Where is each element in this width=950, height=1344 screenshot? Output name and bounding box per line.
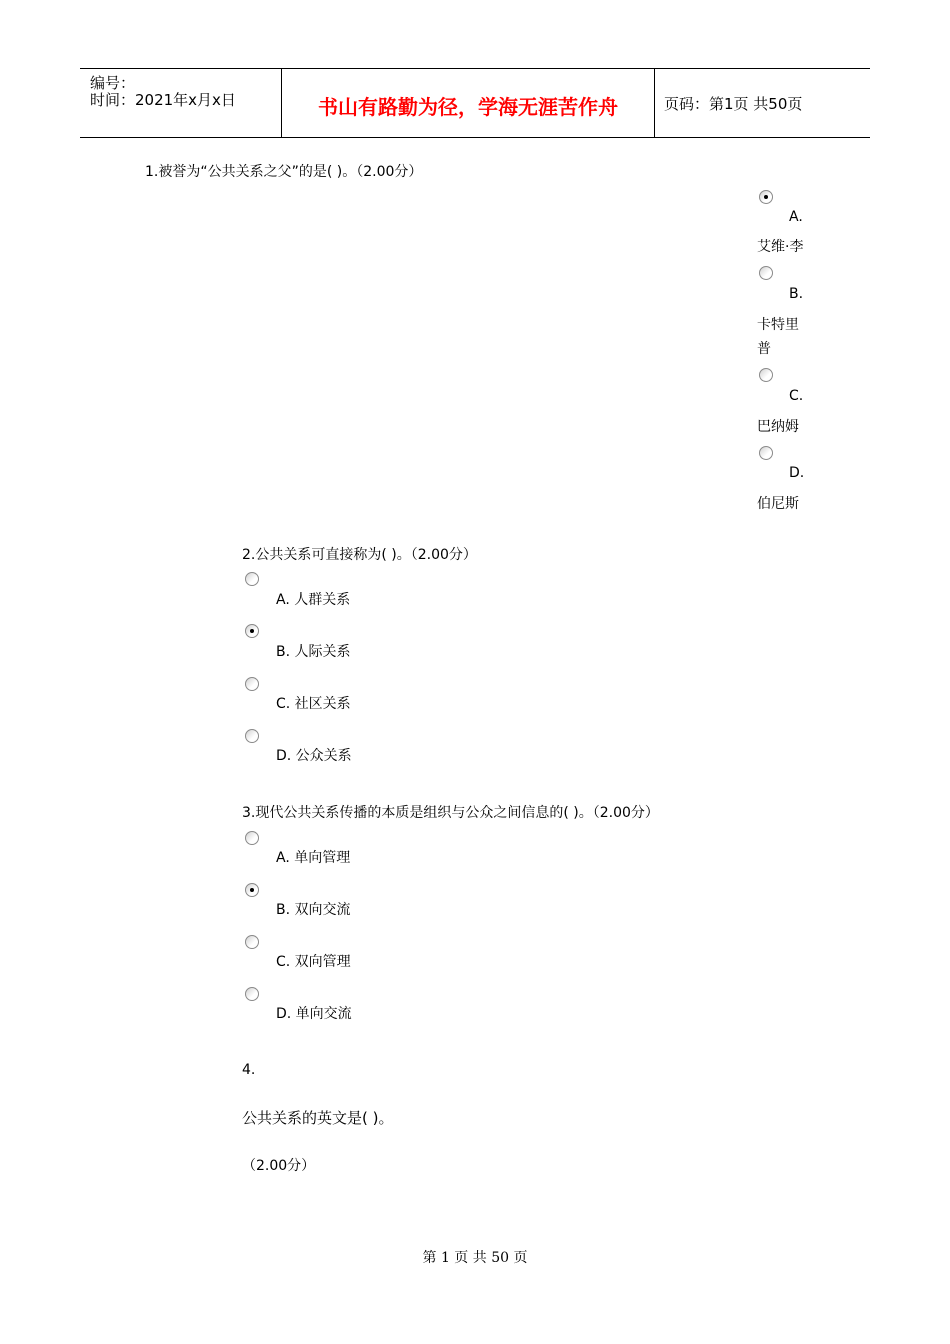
option-text: D. 单向交流 — [276, 1006, 352, 1022]
option-text: 普 — [757, 341, 771, 357]
question-stem: 1.被誉为“公共关系之父”的是( )。（2.00分） — [145, 164, 423, 180]
question-stem: 公共关系的英文是( )。 — [242, 1109, 394, 1127]
option-letter: B. — [789, 286, 804, 302]
header-page-cell — [655, 69, 870, 137]
option-text: D. 公众关系 — [276, 748, 352, 764]
question-stem: 3.现代公共关系传播的本质是组织与公众之间信息的( )。（2.00分） — [242, 805, 659, 821]
radio-option-d[interactable] — [245, 987, 259, 1001]
option-text: A. 人群关系 — [276, 592, 351, 608]
radio-option-d[interactable] — [245, 729, 259, 743]
question-stem: 2.公共关系可直接称为( )。（2.00分） — [242, 547, 477, 563]
radio-option-c[interactable] — [245, 935, 259, 949]
radio-option-c[interactable] — [245, 677, 259, 691]
radio-option-a[interactable] — [245, 831, 259, 845]
question-score: （2.00分） — [242, 1158, 316, 1174]
header-motto-cell — [282, 69, 655, 137]
option-letter: A. — [789, 209, 803, 225]
motto: 书山有路勤为径，学海无涯苦作舟 — [318, 95, 618, 119]
page-footer: 第 1 页 共 50 页 — [422, 1250, 528, 1266]
radio-option-b[interactable] — [759, 266, 773, 280]
option-text: C. 双向管理 — [276, 954, 351, 970]
option-text: 巴纳姆 — [757, 419, 799, 435]
option-text: 艾维·李 — [757, 239, 804, 255]
option-text: B. 双向交流 — [276, 902, 351, 918]
option-text: C. 社区关系 — [276, 696, 351, 712]
page-info: 页码：第1页 共50页 — [664, 95, 803, 113]
option-text: B. 人际关系 — [276, 644, 351, 660]
radio-option-b[interactable] — [245, 883, 259, 897]
option-text: A. 单向管理 — [276, 850, 351, 866]
radio-option-d[interactable] — [759, 446, 773, 460]
serial-label: 编号： — [90, 74, 136, 92]
date-label: 时间：2021年x月x日 — [90, 91, 236, 109]
option-text: 伯尼斯 — [757, 496, 799, 512]
option-letter: C. — [789, 388, 804, 404]
option-letter: D. — [789, 465, 805, 481]
option-text: 卡特里 — [757, 317, 799, 333]
page-header — [80, 68, 870, 138]
question-number: 4. — [242, 1062, 256, 1078]
radio-option-c[interactable] — [759, 368, 773, 382]
radio-option-b[interactable] — [245, 624, 259, 638]
header-meta-cell — [80, 69, 282, 137]
radio-option-a[interactable] — [759, 190, 773, 204]
radio-option-a[interactable] — [245, 572, 259, 586]
